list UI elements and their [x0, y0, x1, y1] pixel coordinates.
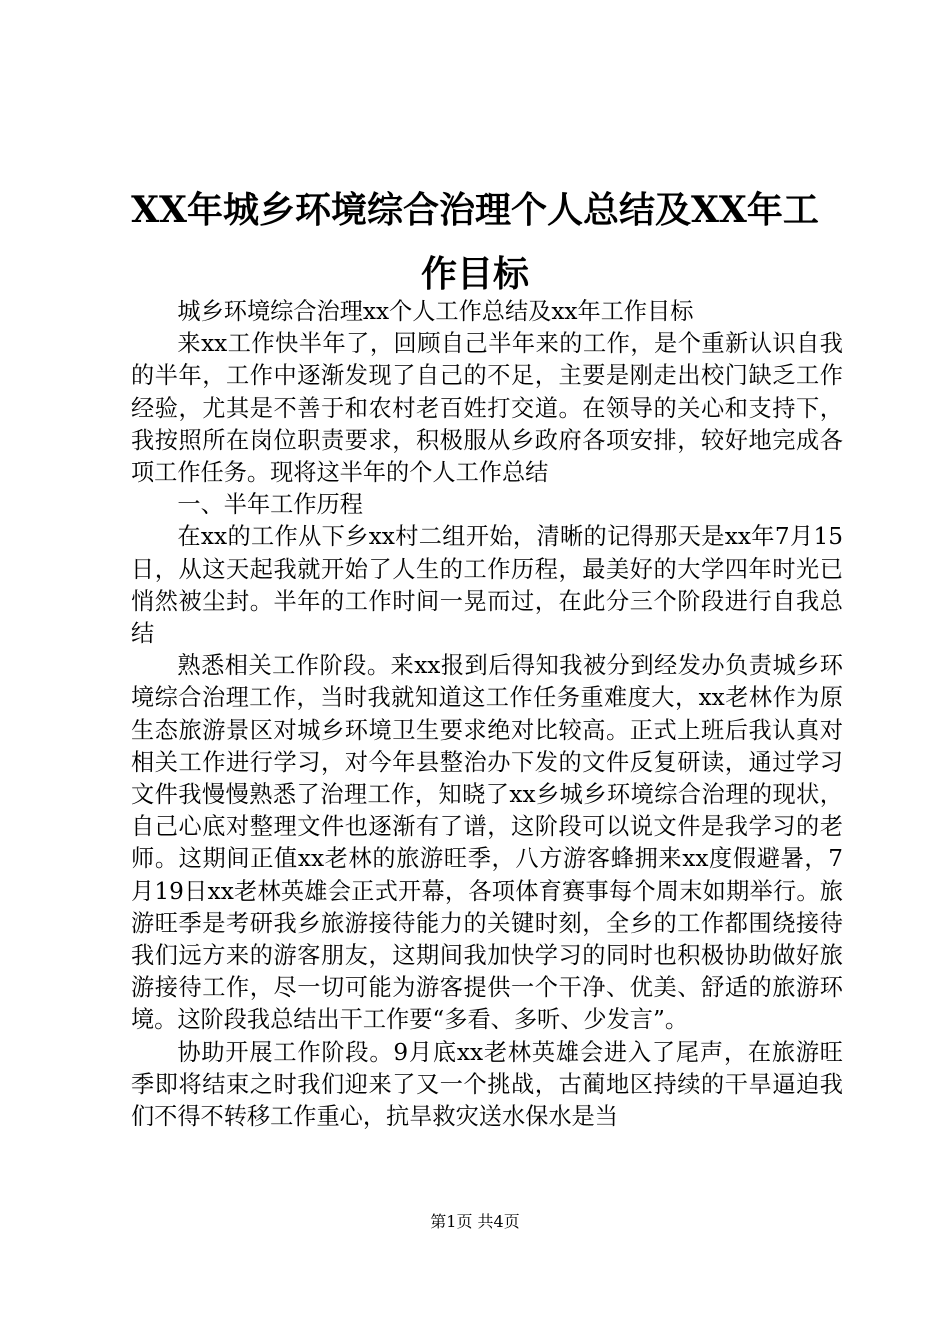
- page-number: 第1页 共4页: [430, 1212, 520, 1231]
- paragraph-start: 在xx的工作从下乡xx村二组开始，清晰的记得那天是xx年7月15日，从这天起我就开始了人生的工作历程，最美好的大学四年时光已悄然被尘封。半年的工作时间一晃而过，在此分三个阶段进行自我总结: [131, 523, 843, 648]
- section-heading: 一、半年工作历程: [177, 491, 363, 519]
- document-body: [131, 296, 843, 1133]
- paragraph-subtitle: 城乡环境综合治理xx个人工作总结及xx年工作目标: [177, 298, 694, 325]
- paragraph-stage-two: 协助开展工作阶段。9月底xx老林英雄会进入了尾声，在旅游旺季即将结束之时我们迎来了又一个挑战，古蔺地区持续的干旱逼迫我们不得不转移工作重心，抗旱救灾送水保水是当: [131, 1038, 843, 1131]
- paragraph-stage-one: 熟悉相关工作阶段。来xx报到后得知我被分到经发办负责城乡环境综合治理工作，当时我就知道这工作任务重难度大，xx老林作为原生态旅游景区对城乡环境卫生要求绝对比较高。正式上班后我认真对相关工作进行学习，对今年县整治办下发的文件反复研读，通过学习文件我慢慢熟悉了治理工作，知晓了xx乡城乡环境综合治理的现状，自己心底对整理文件也逐渐有了谱，这阶段可以说文件是我学习的老师。这期间正值xx老林的旅游旺季，八方游客蜂拥来xx度假避暑，7月19日xx老林英雄会正式开幕，各项体育赛事每个周末如期举行。旅游旺季是考研我乡旅游接待能力的关键时刻，全乡的工作都围绕接待我们远方来的游客朋友，这期间我加快学习的同时也积极协助做好旅游接待工作，尽一切可能为游客提供一个干净、优美、舒适的旅游环境。这阶段我总结出干工作要“多看、多听、少发言”。: [131, 652, 843, 1034]
- document-title: XX年城乡环境综合治理个人总结及XX年工作目标: [131, 189, 819, 295]
- paragraph-intro: 来xx工作快半年了，回顾自己半年来的工作，是个重新认识自我的半年，工作中逐渐发现了自己的不足，主要是刚走出校门缺乏工作经验，尤其是不善于和农村老百姓打交道。在领导的关心和支持下，我按照所在岗位职责要求，积极服从乡政府各项安排，较好地完成各项工作任务。现将这半年的个人工作总结: [131, 330, 843, 487]
